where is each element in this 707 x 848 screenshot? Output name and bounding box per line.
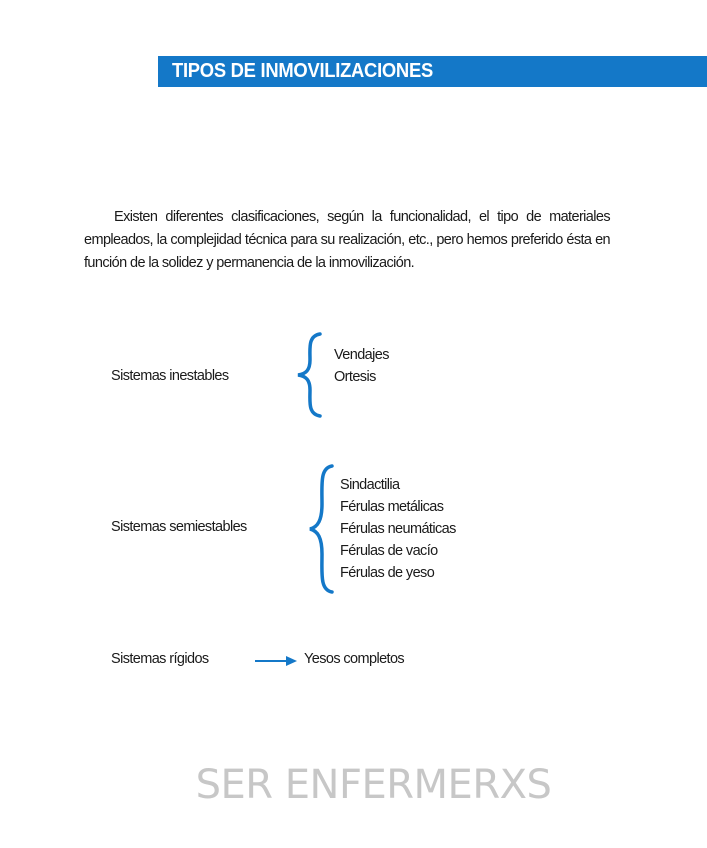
group-label-semiestables: Sistemas semiestables xyxy=(111,519,247,535)
list-item: Férulas metálicas xyxy=(340,499,444,515)
group-label-rigidos: Sistemas rígidos xyxy=(111,651,209,667)
item-list-semiestables xyxy=(340,474,456,584)
list-item: Férulas de yeso xyxy=(340,565,435,581)
list-item: Yesos completos xyxy=(304,651,405,667)
intro-paragraph: Existen diferentes clasificaciones, según la funcionalidad, el tipo de materiales empleados, la complejidad técnica para su realización, etc., pero hemos preferido ésta en función de la solidez y permanencia de la inmovilización. xyxy=(84,208,610,271)
list-item: Férulas de vacío xyxy=(340,543,438,559)
left-curly-brace-icon xyxy=(294,332,324,418)
left-curly-brace-icon xyxy=(306,464,336,594)
group-label-inestables: Sistemas inestables xyxy=(111,368,229,384)
list-item: Sindactilia xyxy=(340,477,400,493)
list-item: Vendajes xyxy=(334,347,389,363)
right-arrow-icon xyxy=(254,654,298,668)
watermark: SER ENFERMERXS xyxy=(195,762,552,808)
list-item: Férulas neumáticas xyxy=(340,521,456,537)
item-list-inestables xyxy=(334,344,389,388)
list-item: Ortesis xyxy=(334,369,376,385)
section-title: TIPOS DE INMOVILIZACIONES xyxy=(172,60,433,82)
section-header-bar xyxy=(158,56,707,87)
